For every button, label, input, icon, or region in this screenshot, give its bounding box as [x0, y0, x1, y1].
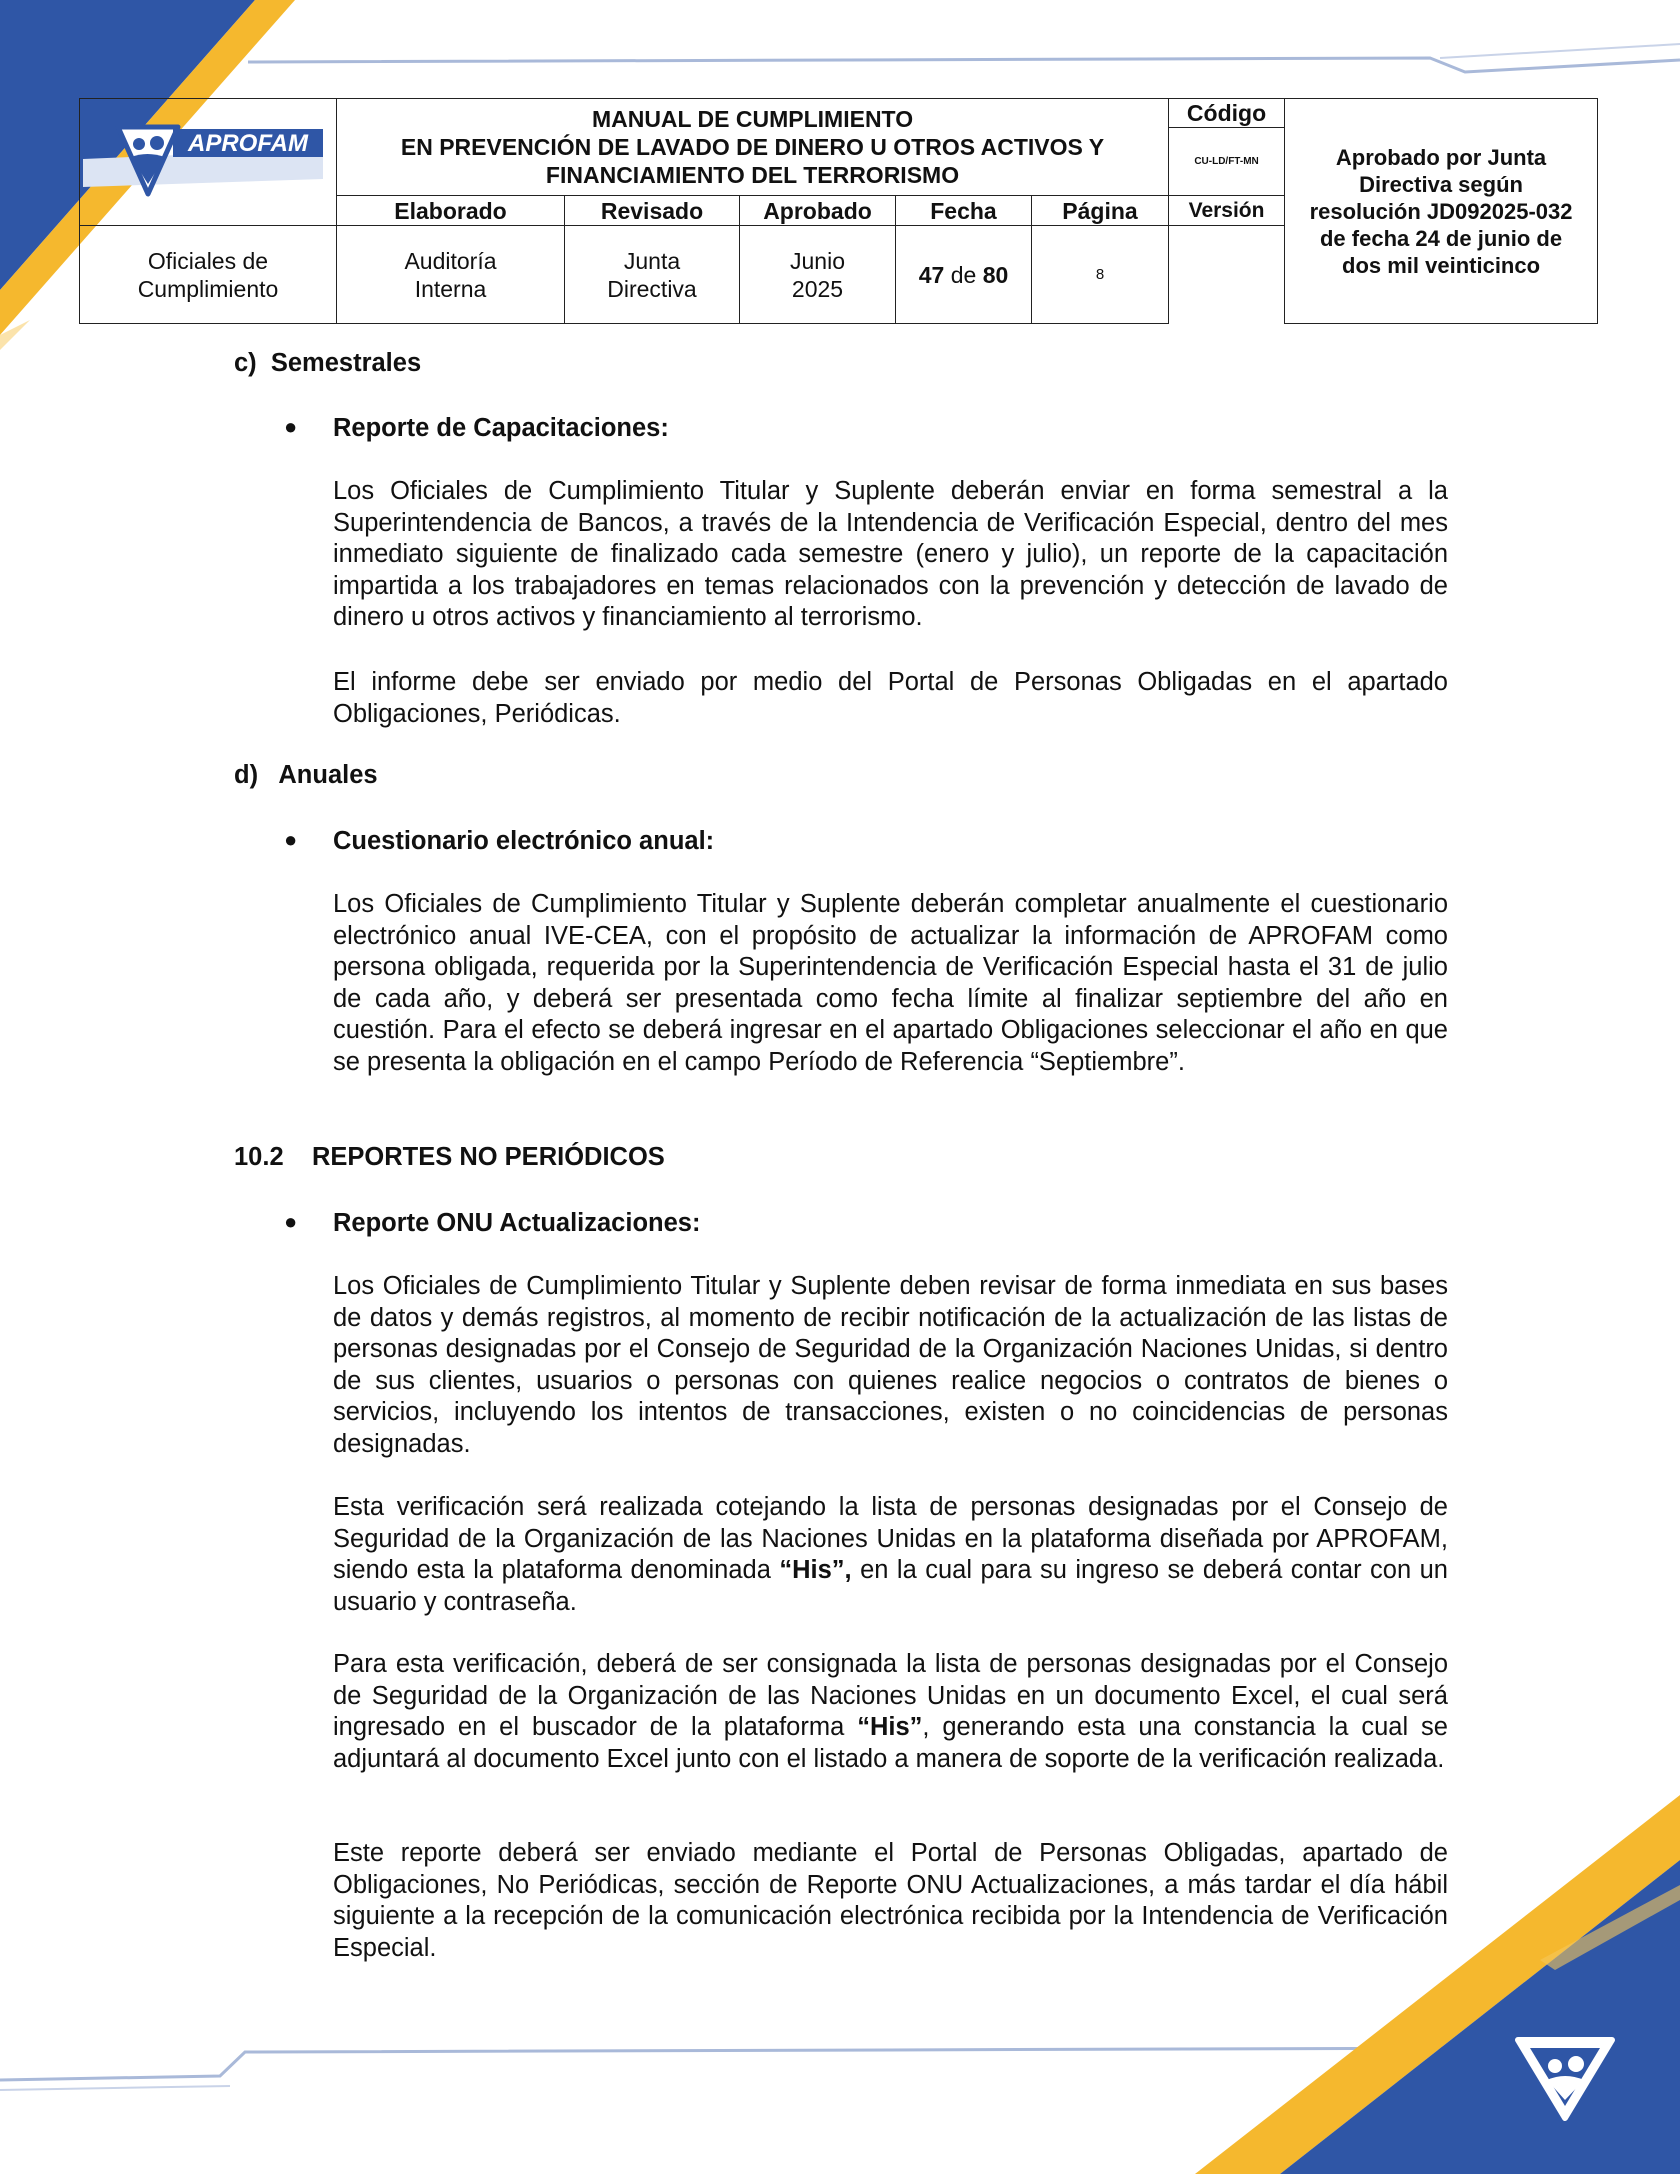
paragraph: Este reporte deberá ser enviado mediante el Portal de Personas Obligadas, apartado de Obligaciones, No Periódicas, sección de Reporte ONU Actualizaciones, a más tardar el día hábil siguiente a la recepción de la comunicación electrónica recibida por la Intendencia de Verificación Especial.: [333, 1839, 1448, 1962]
section-10-2-heading: 10.2 REPORTES NO PERIÓDICOS: [234, 1143, 665, 1171]
version-value: 8: [1032, 226, 1169, 324]
bullet-icon: ●: [284, 1209, 298, 1234]
bullet-reporte-onu: Reporte ONU Actualizaciones:: [333, 1209, 701, 1237]
document-header: [79, 98, 1598, 324]
fecha-value: Junio 2025: [740, 226, 896, 324]
col-fecha: Fecha: [896, 196, 1032, 226]
paragraph: Los Oficiales de Cumplimiento Titular y Suplente deben revisar de forma inmediata en sus bases de datos y demás registros, al momento de recibir notificación de la actualización de las listas de personas designadas por el Consejo de Seguridad de la Organización Naciones Unidas, si dentro de sus clientes, usuarios o personas con quienes realice negocios o contratos de bienes o servicios, incluyendo los intentos de transacciones, existen o no coincidencias de personas designadas.: [333, 1272, 1448, 1458]
manual-title: MANUAL DE CUMPLIMIENTO EN PREVENCIÓN DE LAVADO DE DINERO U OTROS ACTIVOS Y FINANCIAMIENTO DEL TERRORISMO: [337, 99, 1169, 196]
paragraph: Los Oficiales de Cumplimiento Titular y Suplente deberán completar anualmente el cuestionario electrónico anual IVE-CEA, con el propósito de actualizar la información de APROFAM como persona obligada, requerida por la Superintendencia de Verificación Especial hasta el 31 de julio de cada año, y deberá ser presentada como fecha límite al finalizar septiembre del año en cuestión. Para el efecto se deberá ingresar en el apartado Obligaciones seleccionar el año en que se presenta la obligación en el campo Período de Referencia “Septiembre”.: [333, 890, 1448, 1076]
approval-note: Aprobado por Junta Directiva según resolución JD092025-032 de fecha 24 de junio de dos mil veinticinco: [1285, 99, 1598, 324]
col-aprobado: Aprobado: [740, 196, 896, 226]
col-elaborado: Elaborado: [337, 196, 565, 226]
col-revisado: Revisado: [565, 196, 740, 226]
pagina-value: 47 de 80: [896, 226, 1032, 324]
svg-text:APROFAM: APROFAM: [188, 130, 308, 157]
logo: [80, 99, 337, 226]
revisado-value: Auditoría Interna: [337, 226, 565, 324]
col-pagina: Página: [1032, 196, 1169, 226]
elaborado-value: Oficiales de Cumplimiento: [80, 226, 337, 324]
codigo-value: CU-LD/FT-MN: [1169, 128, 1285, 196]
bullet-reporte-capacitaciones: Reporte de Capacitaciones:: [333, 414, 669, 442]
section-d-heading: d) Anuales: [234, 761, 378, 789]
bullet-icon: ●: [284, 414, 298, 439]
paragraph: Para esta verificación, deberá de ser consignada la lista de personas designadas por el Consejo de Seguridad de la Organización de las Naciones Unidas en un documento Excel, el cual será ingresado en el buscador de la plataforma “His”, generando esta una constancia la cual se adjuntará al documento Excel junto con el listado a manera de soporte de la verificación realizada.: [333, 1650, 1448, 1773]
bullet-cuestionario-anual: Cuestionario electrónico anual:: [333, 827, 715, 855]
col-version: Versión: [1169, 196, 1285, 226]
section-c-heading: c) Semestrales: [234, 349, 422, 377]
bullet-icon: ●: [284, 827, 298, 852]
paragraph: Los Oficiales de Cumplimiento Titular y Suplente deberán enviar en forma semestral a la Superintendencia de Bancos, a través de la Intendencia de Verificación Especial, dentro del mes inmediato siguiente de finalizado cada semestre (enero y julio), un reporte de la capacitación impartida a los trabajadores en temas relacionados con la prevención y detección de lavado de dinero u otros activos y financiamiento al terrorismo.: [333, 477, 1448, 631]
paragraph: El informe debe ser enviado por medio del Portal de Personas Obligadas en el apartado Obligaciones, Periódicas.: [333, 668, 1448, 728]
aprofam-logo-icon: [83, 99, 333, 219]
codigo-label: Código: [1169, 99, 1285, 128]
paragraph: Esta verificación será realizada cotejando la lista de personas designadas por el Consejo de Seguridad de la Organización de las Naciones Unidas en la plataforma diseñada por APROFAM, siendo esta la plataforma denominada “His”, en la cual para su ingreso se deberá contar con un usuario y contraseña.: [333, 1493, 1448, 1616]
aprobado-value: Junta Directiva: [565, 226, 740, 324]
